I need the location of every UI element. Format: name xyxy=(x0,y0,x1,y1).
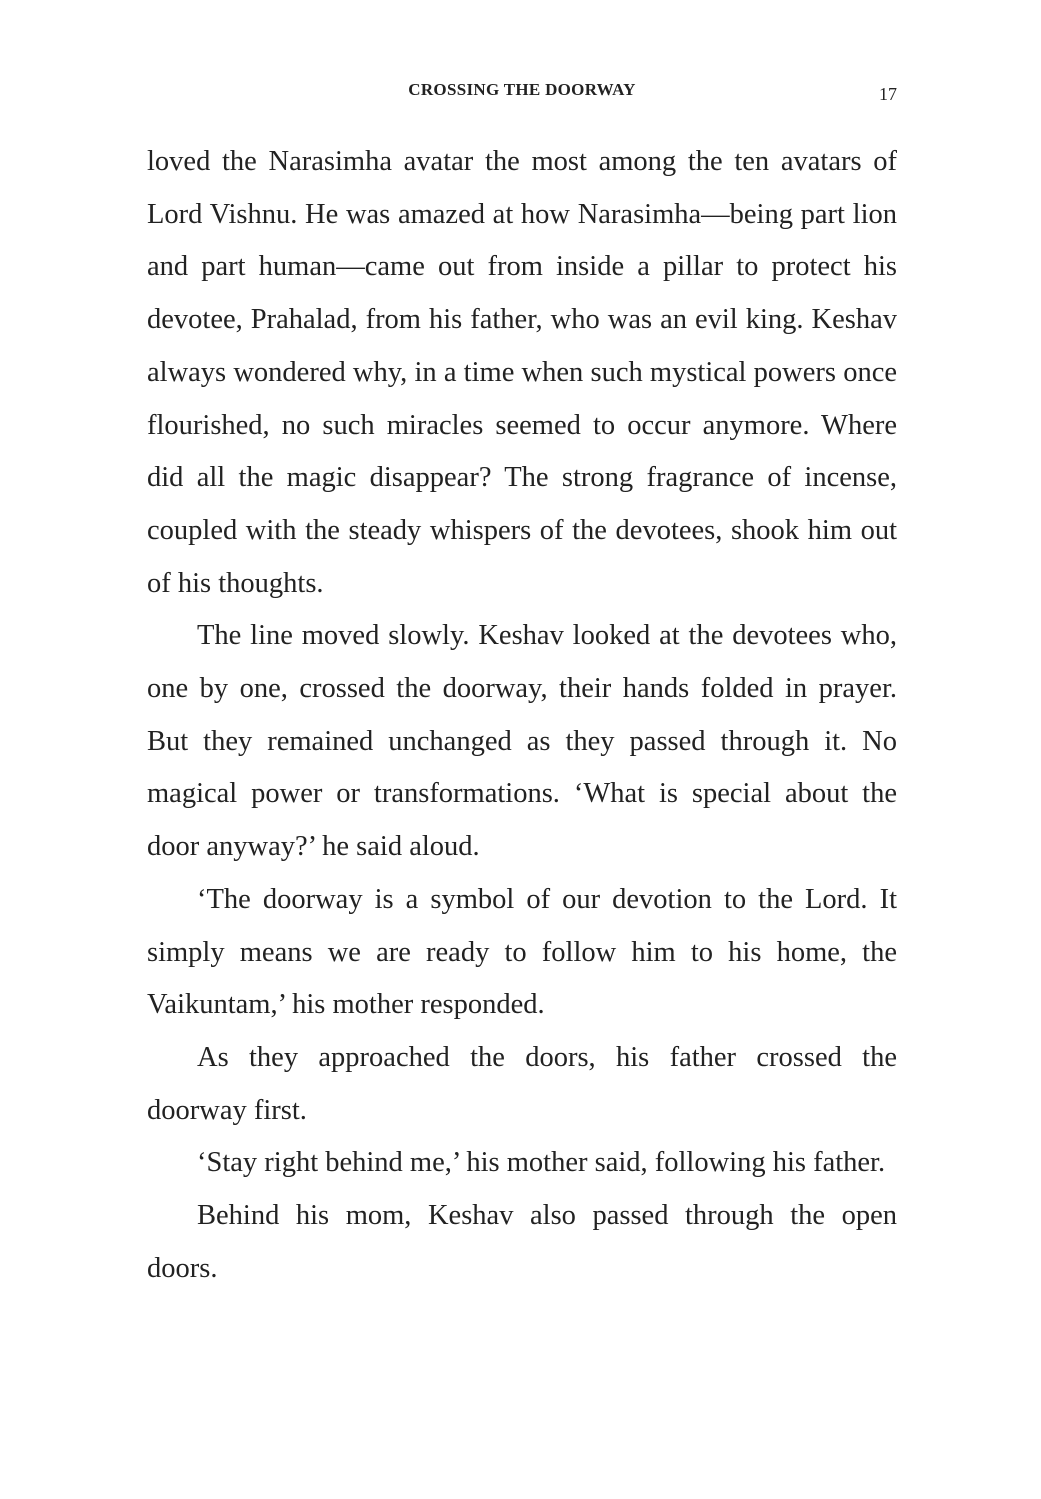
paragraph: As they approached the doors, his father crossed the doorway first. xyxy=(147,1041,897,1126)
body-text xyxy=(147,136,897,1295)
paragraph: The line moved slowly. Keshav looked at the devotees who, one by one, crossed the doorway, their hands folded in prayer. But they remained unchanged as they passed through it. No magical power or transformations. ‘What is special about the door anyway?’ he said aloud. xyxy=(147,620,897,863)
paragraph: ‘Stay right behind me,’ his mother said, following his father. xyxy=(197,1147,886,1179)
chapter-title: CROSSING THE DOORWAY xyxy=(408,80,636,99)
paragraph: Behind his mom, Keshav also passed through the open doors. xyxy=(147,1200,897,1284)
page-number: 17 xyxy=(879,84,897,104)
paragraph: ‘The doorway is a symbol of our devotion to the Lord. It simply means we are ready to follow him to his home, the Vaikuntam,’ his mother responded. xyxy=(147,883,897,1021)
running-head xyxy=(147,80,897,104)
paragraph: loved the Narasimha avatar the most among the ten avatars of Lord Vishnu. He was amazed at how Narasimha—being part lion and part human—came out from inside a pillar to protect his devotee, Prahalad, from his father, who was an evil king. Keshav always wondered why, in a time when such mystical powers once flourished, no such miracles seemed to occur anymore. Where did all the magic disappear? The strong fragrance of incense, coupled with the steady whispers of the devotees, shook him out of his thoughts. xyxy=(147,146,897,599)
